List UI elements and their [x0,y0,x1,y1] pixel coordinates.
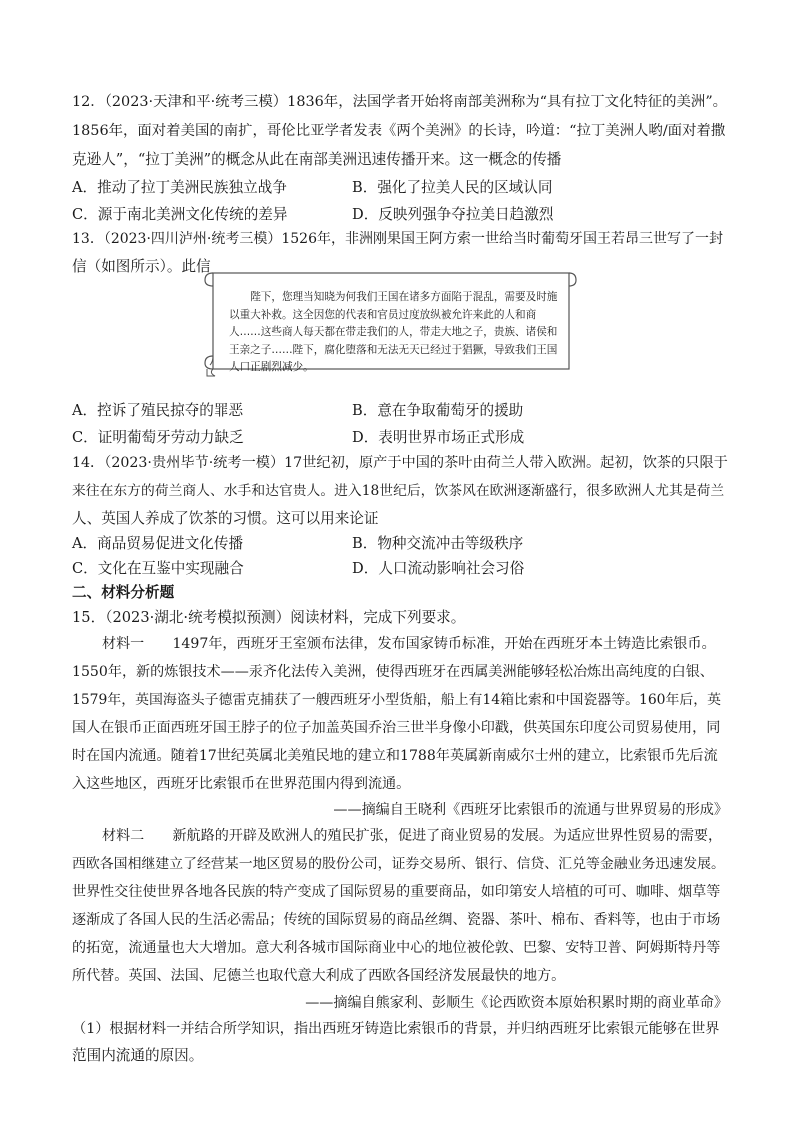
section-heading: 二、材料分析题 [72,584,175,601]
q15-material1-line-5: 时在国内流通。随着17世纪英属北美殖民地的建立和1788年英属新南威尔士州的建立，比索银币先后流 [72,748,718,764]
q15-material2-line-5: 的拓宽，流通量也大大增加。意大利各城市国际商业中心的地位被伦敦、巴黎、安特卫普、阿姆斯特丹等 [72,940,721,956]
q14-stem-line-1: 14．（2023·贵州毕节·统考一模）17世纪初，原产于中国的茶叶由荷兰人带入欧洲。起初，饮茶的只限于 [72,455,728,471]
q13-option-d[interactable]: D．表明世界市场正式形成 [352,429,525,446]
q12-option-a[interactable]: A．推动了拉丁美洲民族独立战争 [72,179,287,196]
q15-material1-line-3: 1579年，英国海盗头子德雷克捕获了一艘西班牙小型货船，船上有14箱比索和中国瓷器等。160年后，英 [72,692,722,708]
q13-stem-line-1: 13．（2023·四川泸州·统考三模）1526年，非洲刚果国王阿方索一世给当时葡萄牙国王若昂三世写了一封 [72,231,723,247]
q12-option-c[interactable]: C．源于南北美洲文化传统的差异 [72,206,288,223]
q13-stem-line-2: 信（如图所示）。此信 [72,258,211,275]
q15-sub1-line-2: 范围内流通的原因。 [72,1047,204,1064]
q15-material2-line-6: 所代替。英国、法国、尼德兰也取代意大利成了西欧各国经济发展最快的地方。 [72,968,566,984]
q15-sub1-line-1: （1）根据材料一并结合所学知识，指出西班牙铸造比索银币的背景，并归纳西班牙比索银元能够在世界 [72,1021,720,1037]
q12-stem-line-3: 克逊人”，“拉丁美洲”的概念从此在南部美洲迅速传播开来。这一概念的传播 [72,151,562,168]
q14-option-b[interactable]: B．物种交流冲击等级秩序 [352,535,524,552]
q15-material2-line-2: 西欧各国相继建立了经营某一地区贸易的股份公司，证券交易所、银行、信贷、汇兑等金融业务迅速发展。 [72,856,725,872]
q13-option-c[interactable]: C．证明葡萄牙劳动力缺乏 [72,429,244,446]
q15-material2-line-4: 逐渐成了各国人民的生活必需品；传统的国际贸易的商品丝绸、瓷器、茶叶、棉布、香料等，也由于市场 [72,912,721,928]
q15-material2-line-3: 世界性交往使世界各地各民族的特产变成了国际贸易的重要商品，如印第安人培植的可可、咖啡、烟草等 [72,884,721,900]
q14-option-c[interactable]: C．文化在互鉴中实现融合 [72,560,244,577]
q14-option-d[interactable]: D．人口流动影响社会习俗 [352,560,525,577]
q14-stem-line-2: 来往在东方的荷兰商人、水手和达官贵人。进入18世纪后，饮茶风在欧洲逐渐盛行，很多欧洲人尤其是荷兰 [72,483,725,499]
q15-material1-line-6: 入这些地区，西班牙比索银币在世界范围内得到流通。 [72,776,411,792]
q13-option-b[interactable]: B．意在争取葡萄牙的援助 [352,402,524,419]
q15-material2-source: ——摘编自熊家利、彭顺生《论西欧资本原始积累时期的商业革命》 [305,995,728,1011]
q15-material1-source: ——摘编自王晓利《西班牙比索银币的流通与世界贸易的形成》 [333,802,728,818]
q15-material1-line-2: 1550年，新的炼银技术——汞齐化法传入美洲，使得西班牙在西属美洲能够轻松冶炼出高纯度的白银、 [72,664,714,680]
q14-option-a[interactable]: A．商品贸易促进文化传播 [72,535,244,552]
q15-intro: 15．（2023·湖北·统考模拟预测）阅读材料，完成下列要求。 [72,609,466,626]
q12-option-b[interactable]: B．强化了拉美人民的区域认同 [352,179,553,196]
q13-option-a[interactable]: A．控诉了殖民掠夺的罪恶 [72,402,244,419]
q14-stem-line-3: 人、英国人养成了饮茶的习惯。这可以用来论证 [72,510,379,527]
q15-material1-line-4: 国人在银币正面西班牙国王脖子的位子加盖英国乔治三世半身像小印戳，供英国东印度公司贸易使用，同 [72,720,721,736]
letter-text: 陛下，您理当知晓为何我们王国在诸多方面陷于混乱，需要及时施以重大补救。这全因您的代表和官员过度放纵被允许来此的人和商人……这些商人每天都在带走我们的人，带走大地之子，贵族、诸侯和王亲之子……陛下，腐化堕落和无法无天已经过于猖獗，导致我们王国人口正剧烈减少。 [229,291,558,373]
q12-stem-line-2: 1856年，面对着美国的南扩，哥伦比亚学者发表《两个美洲》的长诗，吟道：“拉丁美洲人哟/面对着撒 [72,123,726,139]
letter-scroll-figure [203,267,577,379]
q12-option-d[interactable]: D．反映列强争夺拉美日趋激烈 [352,206,554,223]
q12-stem-line-1: 12．（2023·天津和平·统考三模）1836年，法国学者开始将南部美洲称为“具有拉丁文化特征的美洲”。 [72,94,728,110]
q15-material1-line-1: 材料一 1497年，西班牙王室颁布法律，发布国家铸币标准，开始在西班牙本土铸造比索银币。 [102,636,716,652]
q15-material2-line-1: 材料二 新航路的开辟及欧洲人的殖民扩张，促进了商业贸易的发展。为适应世界性贸易的需要， [102,828,723,844]
